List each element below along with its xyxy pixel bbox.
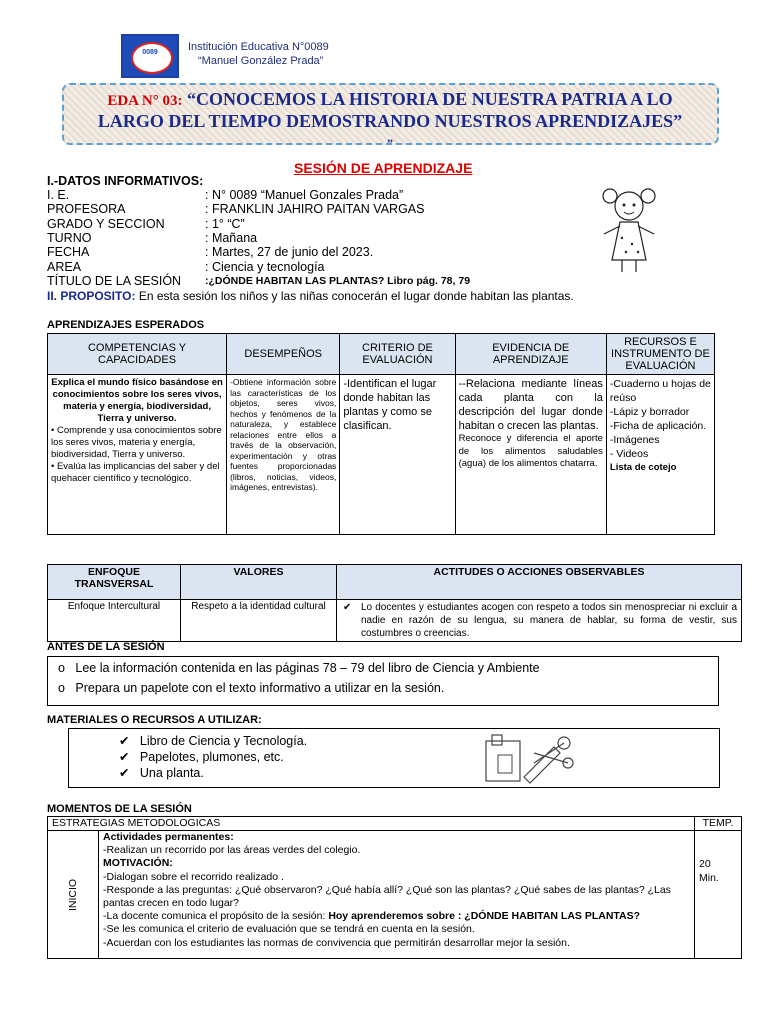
datos-label: AREA	[47, 260, 82, 274]
school-name	[188, 40, 329, 68]
proposito-bold: Hoy aprenderemos sobre	[328, 910, 455, 923]
competencias-cell	[48, 375, 227, 535]
col-header: RECURSOS E INSTRUMENTO DE EVALUACIÓN	[606, 334, 714, 375]
material-item	[119, 765, 204, 780]
datos-value: : N° 0089 “Manuel Gonzales Prada”	[205, 188, 404, 202]
antes-box	[47, 656, 719, 706]
eda-title-c: ”	[387, 136, 393, 150]
check-icon: ✔	[119, 734, 130, 748]
eda-title-b: LARGO DEL TIEMPO DEMOSTRANDO NUESTROS APRENDIZAJES”	[97, 111, 683, 131]
datos-label: I. E.	[47, 188, 70, 202]
datos-value: : 1° “C”	[205, 217, 245, 231]
materiales-box	[68, 728, 720, 788]
proposito	[47, 289, 574, 303]
col-header: ACTITUDES O ACCIONES OBSERVABLES	[337, 565, 742, 600]
col-header: ENFOQUE TRANSVERSAL	[48, 565, 181, 600]
col-header: COMPETENCIAS Y CAPACIDADES	[48, 334, 227, 375]
instrumento: Lista de cotejo	[609, 462, 677, 473]
valores-cell: Respeto a la identidad cultural	[181, 600, 337, 642]
antes-item	[58, 681, 444, 695]
proposito-label: II. PROPOSITO:	[47, 289, 136, 303]
desempeno-cell: -Obtiene información sobre las características de los objetos, seres vivos, hechos y fenómenos de la naturaleza, y establece relaciones entre ellos a través de la observación, experimentación y otras fuentes proporcionadas (libros, noticias, videos, imágenes, entrevistas).	[227, 375, 340, 535]
proposito-post: : ¿DÓNDE HABITAN LAS PLANTAS?	[454, 910, 641, 923]
eda-title	[70, 89, 710, 151]
actitudes-text: Lo docentes y estudiantes acogen con respeto a todos sin menospreciar ni excluir a nadie en razón de su lengua, su manera de hablar, su forma de vestir, sus costumbres o creencias.	[361, 602, 737, 639]
antes-item	[58, 661, 540, 675]
eda-title-a: “CONOCEMOS LA HISTORIA DE NUESTRA PATRIA A LO	[187, 89, 673, 109]
col-header: EVIDENCIA DE APRENDIZAJE	[455, 334, 606, 375]
material-text: Libro de Ciencia y Tecnología.	[139, 734, 308, 748]
school-line-1: Institución Educativa N°0089	[188, 41, 329, 53]
material-item	[119, 749, 284, 764]
datos-label: TURNO	[47, 231, 92, 245]
eda-label: EDA N° 03:	[107, 93, 183, 109]
recurso-item: - Videos	[609, 448, 649, 460]
datos-value: : Martes, 27 de junio del 2023.	[205, 245, 374, 259]
aprendizajes-table	[47, 333, 715, 535]
datos-heading: I.-DATOS INFORMATIVOS:	[47, 174, 204, 188]
evidencia-cell	[455, 375, 606, 535]
enfoque-cell: Enfoque Intercultural	[48, 600, 181, 642]
criterio-line: -Se les comunica el criterio de evaluación que se tendrá en cuenta en la sesión.	[103, 923, 475, 936]
evidencia-text: --Relaciona mediante líneas cada planta con la descripción del lugar donde habitan o crecen las plantas.	[458, 378, 603, 432]
datos-label: FECHA	[47, 245, 90, 259]
recurso-item: -Ficha de aplicación.	[609, 420, 707, 432]
col-header: VALORES	[181, 565, 337, 600]
session-title: SESIÓN DE APRENDIZAJE	[294, 160, 473, 176]
temp-unit: Min.	[699, 872, 719, 884]
materiales-heading: MATERIALES O RECURSOS A UTILIZAR:	[47, 714, 262, 726]
datos-value: : Mañana	[205, 231, 258, 245]
antes-text: Prepara un papelote con el texto informativo a utilizar en la sesión.	[75, 681, 445, 695]
aprendizajes-heading: APRENDIZAJES ESPERADOS	[47, 319, 205, 331]
motivacion-text: -Responde a las preguntas: ¿Qué observaron? ¿Qué había allí? ¿Qué son las plantas? ¿Qué sabes de las plantas? ¿Las pantas crecen en todo lugar?	[103, 883, 671, 910]
check-icon: ✔	[343, 602, 352, 613]
recurso-item: -Cuaderno u hojas de reúso	[609, 378, 711, 404]
actitudes-cell	[337, 600, 742, 642]
datos-value: : FRANKLIN JAHIRO PAITAN VARGAS	[205, 202, 425, 216]
col-header: ESTRATEGIAS METODOLOGICAS	[48, 817, 695, 831]
motivacion-text: -Dialogan sobre el recorrido realizado .	[103, 870, 284, 883]
competencia-title: Explica el mundo físico basándose en conocimientos sobre los seres vivos, materia y energía, biodiversidad, Tierra y universo.	[51, 377, 223, 424]
motivacion-title: MOTIVACIÓN:	[103, 857, 173, 870]
bullet-icon: o	[58, 681, 65, 695]
check-icon: ✔	[119, 750, 130, 764]
school-supplies-illustration	[484, 733, 574, 785]
recurso-item: -Imágenes	[609, 434, 660, 446]
material-text: Una planta.	[139, 766, 204, 780]
enfoque-table	[47, 564, 742, 642]
temp-cell	[695, 831, 742, 959]
school-logo	[121, 34, 179, 78]
momentos-heading: MOMENTOS DE LA SESIÓN	[47, 803, 192, 815]
inicio-strategies	[99, 831, 695, 959]
material-text: Papelotes, plumones, etc.	[139, 750, 284, 764]
datos-informativos	[47, 174, 587, 290]
temp-value: 20	[699, 858, 711, 870]
antes-heading: ANTES DE LA SESIÓN	[47, 641, 165, 653]
act-perm-title: Actividades permanentes:	[103, 831, 234, 843]
recursos-cell	[606, 375, 714, 535]
inicio-cell	[48, 831, 99, 959]
antes-text: Lee la información contenida en las páginas 78 – 79 del libro de Ciencia y Ambiente	[75, 661, 540, 675]
evidencia-extra: Reconoce y diferencia el aporte de los alimentos saludables (agua) de los alimentos chatarra.	[458, 433, 603, 469]
datos-label: PROFESORA	[47, 202, 126, 216]
normas-line: -Acuerdan con los estudiantes las normas de convivencia que permitirán desarrollar mejor la sesión.	[103, 936, 570, 949]
col-header: CRITERIO DE EVALUACIÓN	[340, 334, 455, 375]
datos-label: GRADO Y SECCION	[47, 217, 165, 231]
momentos-table	[47, 816, 742, 959]
act-perm-text: -Realizan un recorrido por las áreas verdes del colegio.	[103, 844, 361, 857]
datos-value: : Ciencia y tecnología	[205, 260, 325, 274]
capacidad-item: • Evalúa las implicancias del saber y del quehacer científico y tecnológico.	[51, 461, 220, 484]
logo-text: 0089	[142, 49, 158, 56]
recurso-item: -Lápiz y borrador	[609, 406, 690, 418]
proposito-text: En esta sesión los niños y las niñas conocerán el lugar donde habitan las plantas.	[138, 289, 574, 303]
girl-illustration	[598, 182, 660, 274]
material-item	[119, 733, 307, 748]
inicio-label: INICIO	[67, 878, 79, 911]
school-line-2: “Manuel González Prada”	[198, 55, 324, 67]
proposito-line	[103, 910, 690, 923]
datos-label: TÍTULO DE LA SESIÓN	[47, 274, 182, 288]
session-topic: :¿DÓNDE HABITAN LAS PLANTAS? Libro pág. 78, 79	[205, 275, 471, 287]
criterio-cell: -Identifican el lugar donde habitan las plantas y como se clasifican.	[340, 375, 455, 535]
proposito-pre: -La docente comunica el propósito de la sesión:	[103, 910, 329, 923]
check-icon: ✔	[119, 766, 130, 780]
capacidad-item: • Comprende y usa conocimientos sobre los seres vivos, materia y energía, biodiversidad, Tierra y universo.	[51, 425, 222, 460]
bullet-icon: o	[58, 661, 65, 675]
col-header: TEMP.	[695, 817, 742, 831]
col-header: DESEMPEÑOS	[227, 334, 340, 375]
